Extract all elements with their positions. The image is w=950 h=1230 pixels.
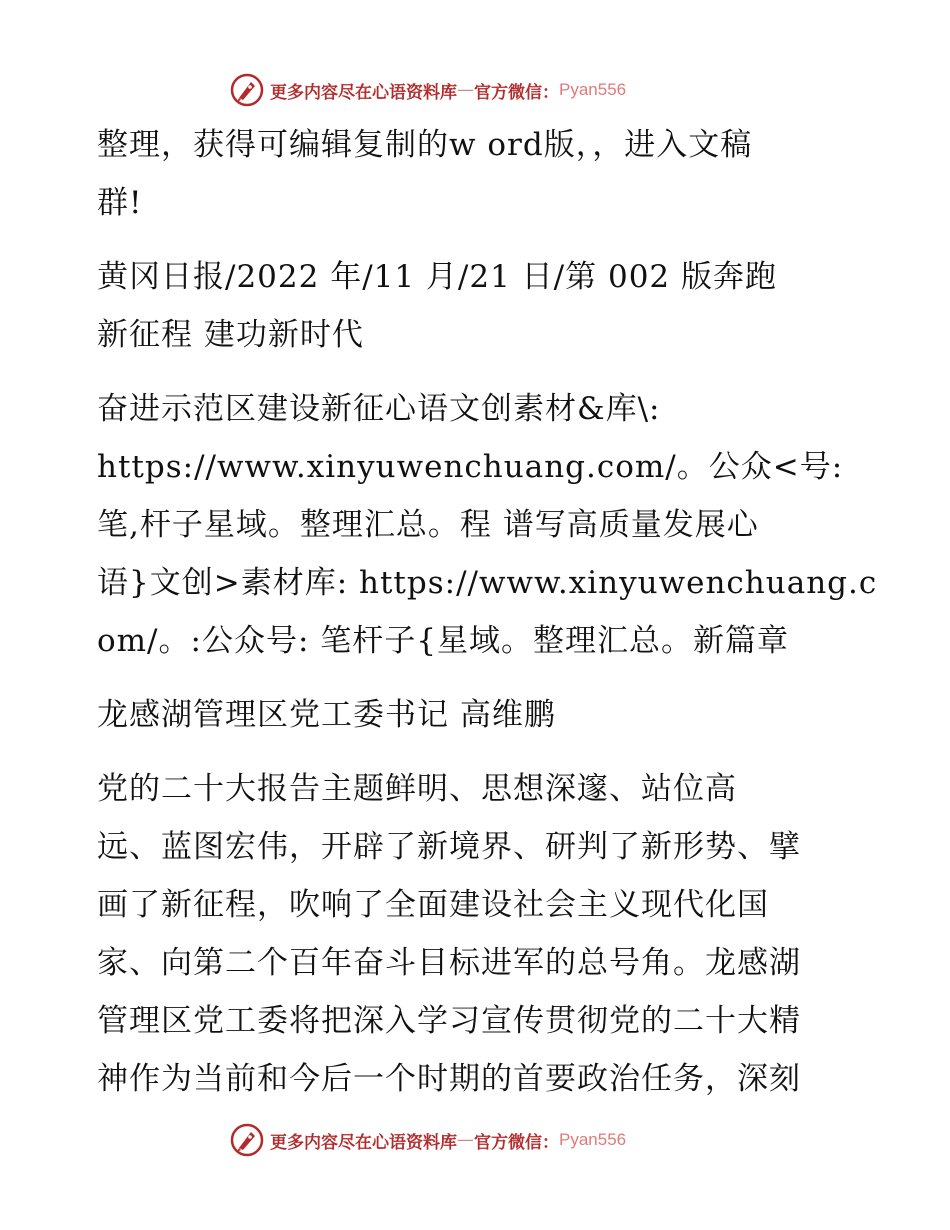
banner-tag: 官方微信： bbox=[474, 82, 559, 103]
paragraph-author bbox=[97, 686, 857, 744]
header-banner bbox=[230, 72, 750, 108]
text-line: om/。:公众号: 笔杆子{星域。整理汇总。新篇章 bbox=[97, 623, 789, 659]
text-line: 新征程 建功新时代 bbox=[97, 317, 364, 353]
text-line: 整理，获得可编辑复制的w ord版，，进入文稿 bbox=[97, 127, 753, 163]
text-line: 群! bbox=[97, 185, 143, 221]
paragraph-body bbox=[97, 760, 857, 1108]
text-line: https://www.xinyuwenchuang.com/。公众<号: bbox=[97, 449, 844, 485]
text-line: 画了新征程，吹响了全面建设社会主义现代化国 bbox=[97, 887, 769, 923]
text-line: 黄冈日报/2022 年/11 月/21 日/第 002 版奔跑 bbox=[97, 259, 778, 295]
document-body bbox=[97, 116, 878, 1124]
footer-banner bbox=[230, 1122, 750, 1158]
text-line: 远、蓝图宏伟，开辟了新境界、研判了新形势、擘 bbox=[97, 829, 801, 865]
paragraph-intro bbox=[97, 116, 857, 232]
banner-dash: — bbox=[457, 80, 474, 100]
text-line: 奋进示范区建设新征心语文创素材&库\: bbox=[97, 391, 661, 427]
text-line: 神作为当前和今后一个时期的首要政治任务，深刻 bbox=[97, 1061, 801, 1097]
pen-nib-logo-icon bbox=[230, 1123, 264, 1157]
banner-tag: 官方微信： bbox=[474, 1132, 559, 1153]
text-line: 党的二十大报告主题鲜明、思想深邃、站位高 bbox=[97, 771, 737, 807]
paragraph-source bbox=[97, 248, 857, 364]
text-line: 笔,杆子星域。整理汇总。程 谱写高质量发展心 bbox=[97, 507, 759, 543]
banner-account: Pyan556 bbox=[559, 1130, 627, 1149]
banner-main-text: 更多内容尽在心语资料库 bbox=[270, 1132, 457, 1153]
paragraph-title bbox=[97, 380, 878, 670]
pen-nib-logo-icon bbox=[230, 73, 264, 107]
text-line: 管理区党工委将把深入学习宣传贯彻党的二十大精 bbox=[97, 1003, 801, 1039]
text-line: 龙感湖管理区党工委书记 高维鹏 bbox=[97, 697, 556, 733]
text-line: 家、向第二个百年奋斗目标进军的总号角。龙感湖 bbox=[97, 945, 801, 981]
banner-account: Pyan556 bbox=[559, 80, 627, 99]
banner-main-text: 更多内容尽在心语资料库 bbox=[270, 82, 457, 103]
banner-dash: — bbox=[457, 1130, 474, 1150]
text-line: 语}文创>素材库: https://www.xinyuwenchuang.c bbox=[97, 565, 878, 601]
